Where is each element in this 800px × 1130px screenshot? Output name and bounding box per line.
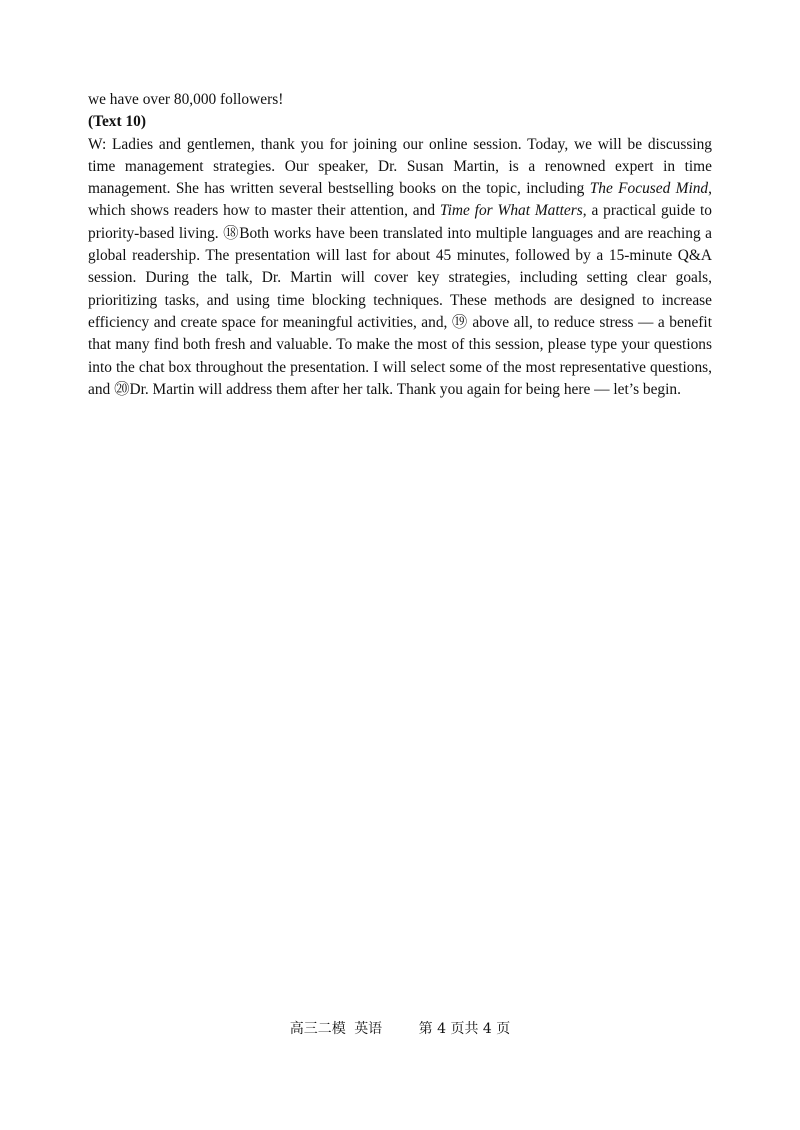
transcript-paragraph (88, 134, 712, 402)
document-body (88, 89, 712, 401)
section-heading: (Text 10) (88, 113, 146, 131)
paragraph-segment: W: Ladies and gentlemen, thank you for joining our online session. Today, we will be discussing time management strategies. Our speaker, Dr. Susan Martin, is a renowned expert in time management. She has written several bestselling books on the topic, including (88, 135, 712, 198)
page-footer (0, 1018, 800, 1038)
paragraph-segment: , a practical guide to priority-based living. ⑱Both works have been translated into multiple languages and are reaching a global readership. The presentation will last for about 45 minutes, followed by a 15-minute Q&A session. During the talk, Dr. Martin will cover key strategies, including setting clear goals, prioritizing tasks, and using time blocking techniques. These methods are designed to increase efficiency and create space for meaningful activities, and, ⑲ above all, to reduce stress — a benefit that many find both fresh and valuable. To make the most of this session, please type your questions into the chat box throughout the presentation. I will select some of the most representative questions, and ⑳Dr. Martin will address them after her talk. Thank you again for being here — let’s begin. (88, 202, 712, 398)
subject-name: 英语 (354, 1021, 383, 1037)
book-title: Time for What Matters (439, 202, 583, 220)
exam-name: 高三二模 (289, 1021, 346, 1037)
paragraph-segment: , which shows readers how to master their attention, and (88, 180, 712, 220)
carry-over-line: we have over 80,000 followers! (88, 91, 284, 108)
book-title: The Focused Mind (589, 180, 709, 198)
page-indicator: 第 4 页共 4 页 (418, 1021, 511, 1037)
